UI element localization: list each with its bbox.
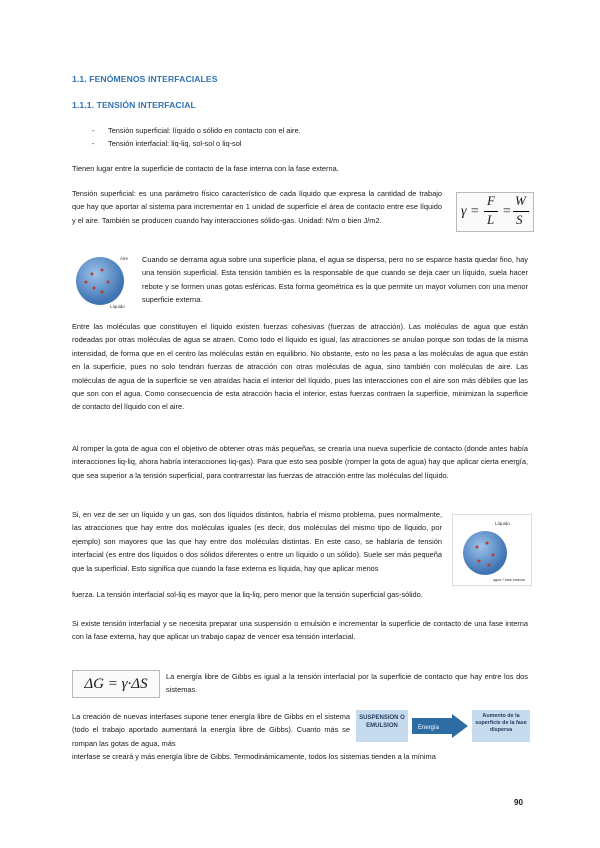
drop-label-liquid: Líquido [110,304,125,309]
paragraph-spill: Cuando se derrama agua sobre una superficie plana, el agua se dispersa, pero no se esparce hasta quedar fino, hay una tensión superficial. Esta tensión también es la responsable de que cuando se deja caer un líquido, suela hacer rebote y se formen unas gotas esféricas. Esta forma geométrica es la que permite un mayor volumen con una menor superficie externa. [142,255,528,305]
drop2-label-bottom: agua + fase externa [493,578,525,582]
water-drop-image [72,252,138,310]
paragraph-interfases-end: interfase se creará y más energía libre de Gibbs. Termodinámicamente, todos los sistemas tienden a la mínima [72,752,436,761]
paragraph-gibbs: La energía libre de Gibbs es igual a la tensión interfacial por la superficie de contacto que hay entre los dos sistemas. [166,672,528,695]
arrow-icon [412,714,468,738]
paragraph-cohesive: Entre las moléculas que constituyen el líquido existen fuerzas cohesivas (fuerzas de atracción). Las moléculas de agua que están rodeadas por otras moléculas de agua se atraen. Como todo el líquido es igual, las atracciones se anulan porque son todas de la misma intensidad, de forma que en el centro las moléculas están en equilibrio. No obstante, esto no les pasa a las moléculas de agua que están en la superficie, pues no solo tendrán fuerzas de atracción con otras moléculas de agua, sino también con moléculas de aire. Las moléculas de agua de la superficie se ven atraídas hacia el interior del líquido, pues las interacciones con el aire son más débiles que las que son con el agua. Como consecuencia de esta atracción hacia el interior, estas fuerzas contraen la superficie, minimizan la superficie de contacto del líquido con el aire. [72,322,528,412]
paragraph-two-liquids: Si, en vez de ser un líquido y un gas, son dos líquidos distintos, habría el mismo problema, pues normalmente, las atracciones que hay entre dos moléculas iguales (es decir, dos moléculas del mismo tipo de líquido, por ejemplo) son mayores que las que hay entre dos moléculas distintas. En este caso, se hablaría de tensión interfacial (es entre dos líquidos o dos sólidos diferentes o entre un líquido o un sólido). Suele ser más pequeña que la superficial. Esto significa que cuando la fase externa es líquida, hay que aplicar menos [72,510,442,573]
diagram-box-surface: Aumento de la superficie de la fase dispersa [472,710,530,742]
diagram-box-suspension: SUSPENSION O EMULSION [356,710,408,742]
paragraph-interfases: La creación de nuevas interfases supone tener energía libre de Gibbs en el sistema (todo el trabajo aportado aumentará la energía libre de Gibbs). Cuanto más se rompan las gotas de agua, más [72,712,350,748]
list-item: - Tensión superficial: líquido o sólido en contacto con el aire. [92,126,301,135]
paragraph-two-liquids-end: fuerza. La tensión interfacial sol-liq es mayor que la liq-liq, pero menor que la tensión superficial gas-sólido. [72,590,423,599]
drop2-label-top: Líquido [495,521,510,526]
surface-tension-formula: γ = F L = W S [456,192,534,232]
arrow-label: Energía [418,725,440,731]
subsection-heading: 1.1.1. TENSIÓN INTERFACIAL [72,100,196,110]
paragraph-intro: Tienen lugar entre la superficie de contacto de la fase interna con la fase externa. [72,164,339,173]
paragraph-surface-tension: Tensión superficial: es una parámetro físico característico de cada líquido que expresa la cantidad de trabajo que hay que aportar al sistema para incrementar en 1 unidad de superficie el área de contacto entre ese líquido y el aire. También se producen cuando hay interacciones sólido-gas. Unidad: N/m o bien J/m2. [72,189,442,225]
emulsion-drop-image [452,514,532,586]
page-number: 90 [514,798,523,807]
list-item: - Tensión interfacial: liq-liq, sol-sol o liq-sol [92,139,242,148]
section-heading: 1.1. FENÓMENOS INTERFACIALES [72,74,218,84]
bullet-list [92,124,528,150]
paragraph-suspension: Si existe tensión interfacial y se necesita preparar una suspensión o emulsión e incrementar la superficie de contacto de una fase interna con la fase externa, hay que aplicar un trabajo capaz de vencer esa tensión interfacial. [72,619,528,642]
energy-diagram [356,708,530,744]
gibbs-formula: ΔG = γ·ΔS [72,670,160,698]
drop-label-air: Aire [120,256,129,261]
paragraph-break-drop: Al romper la gota de agua con el objetivo de obtener otras más pequeñas, se crearía una nueva superficie de contacto (donde antes había interacciones liq-liq, ahora habría interacciones liq-gas). Para que esto sea posible (romper la gota de agua) hay que aplicar cierta energía, que sea superior a la tensión superficial, para contrarrestar las fuerzas de atracción entre las moléculas del líquido. [72,444,528,480]
